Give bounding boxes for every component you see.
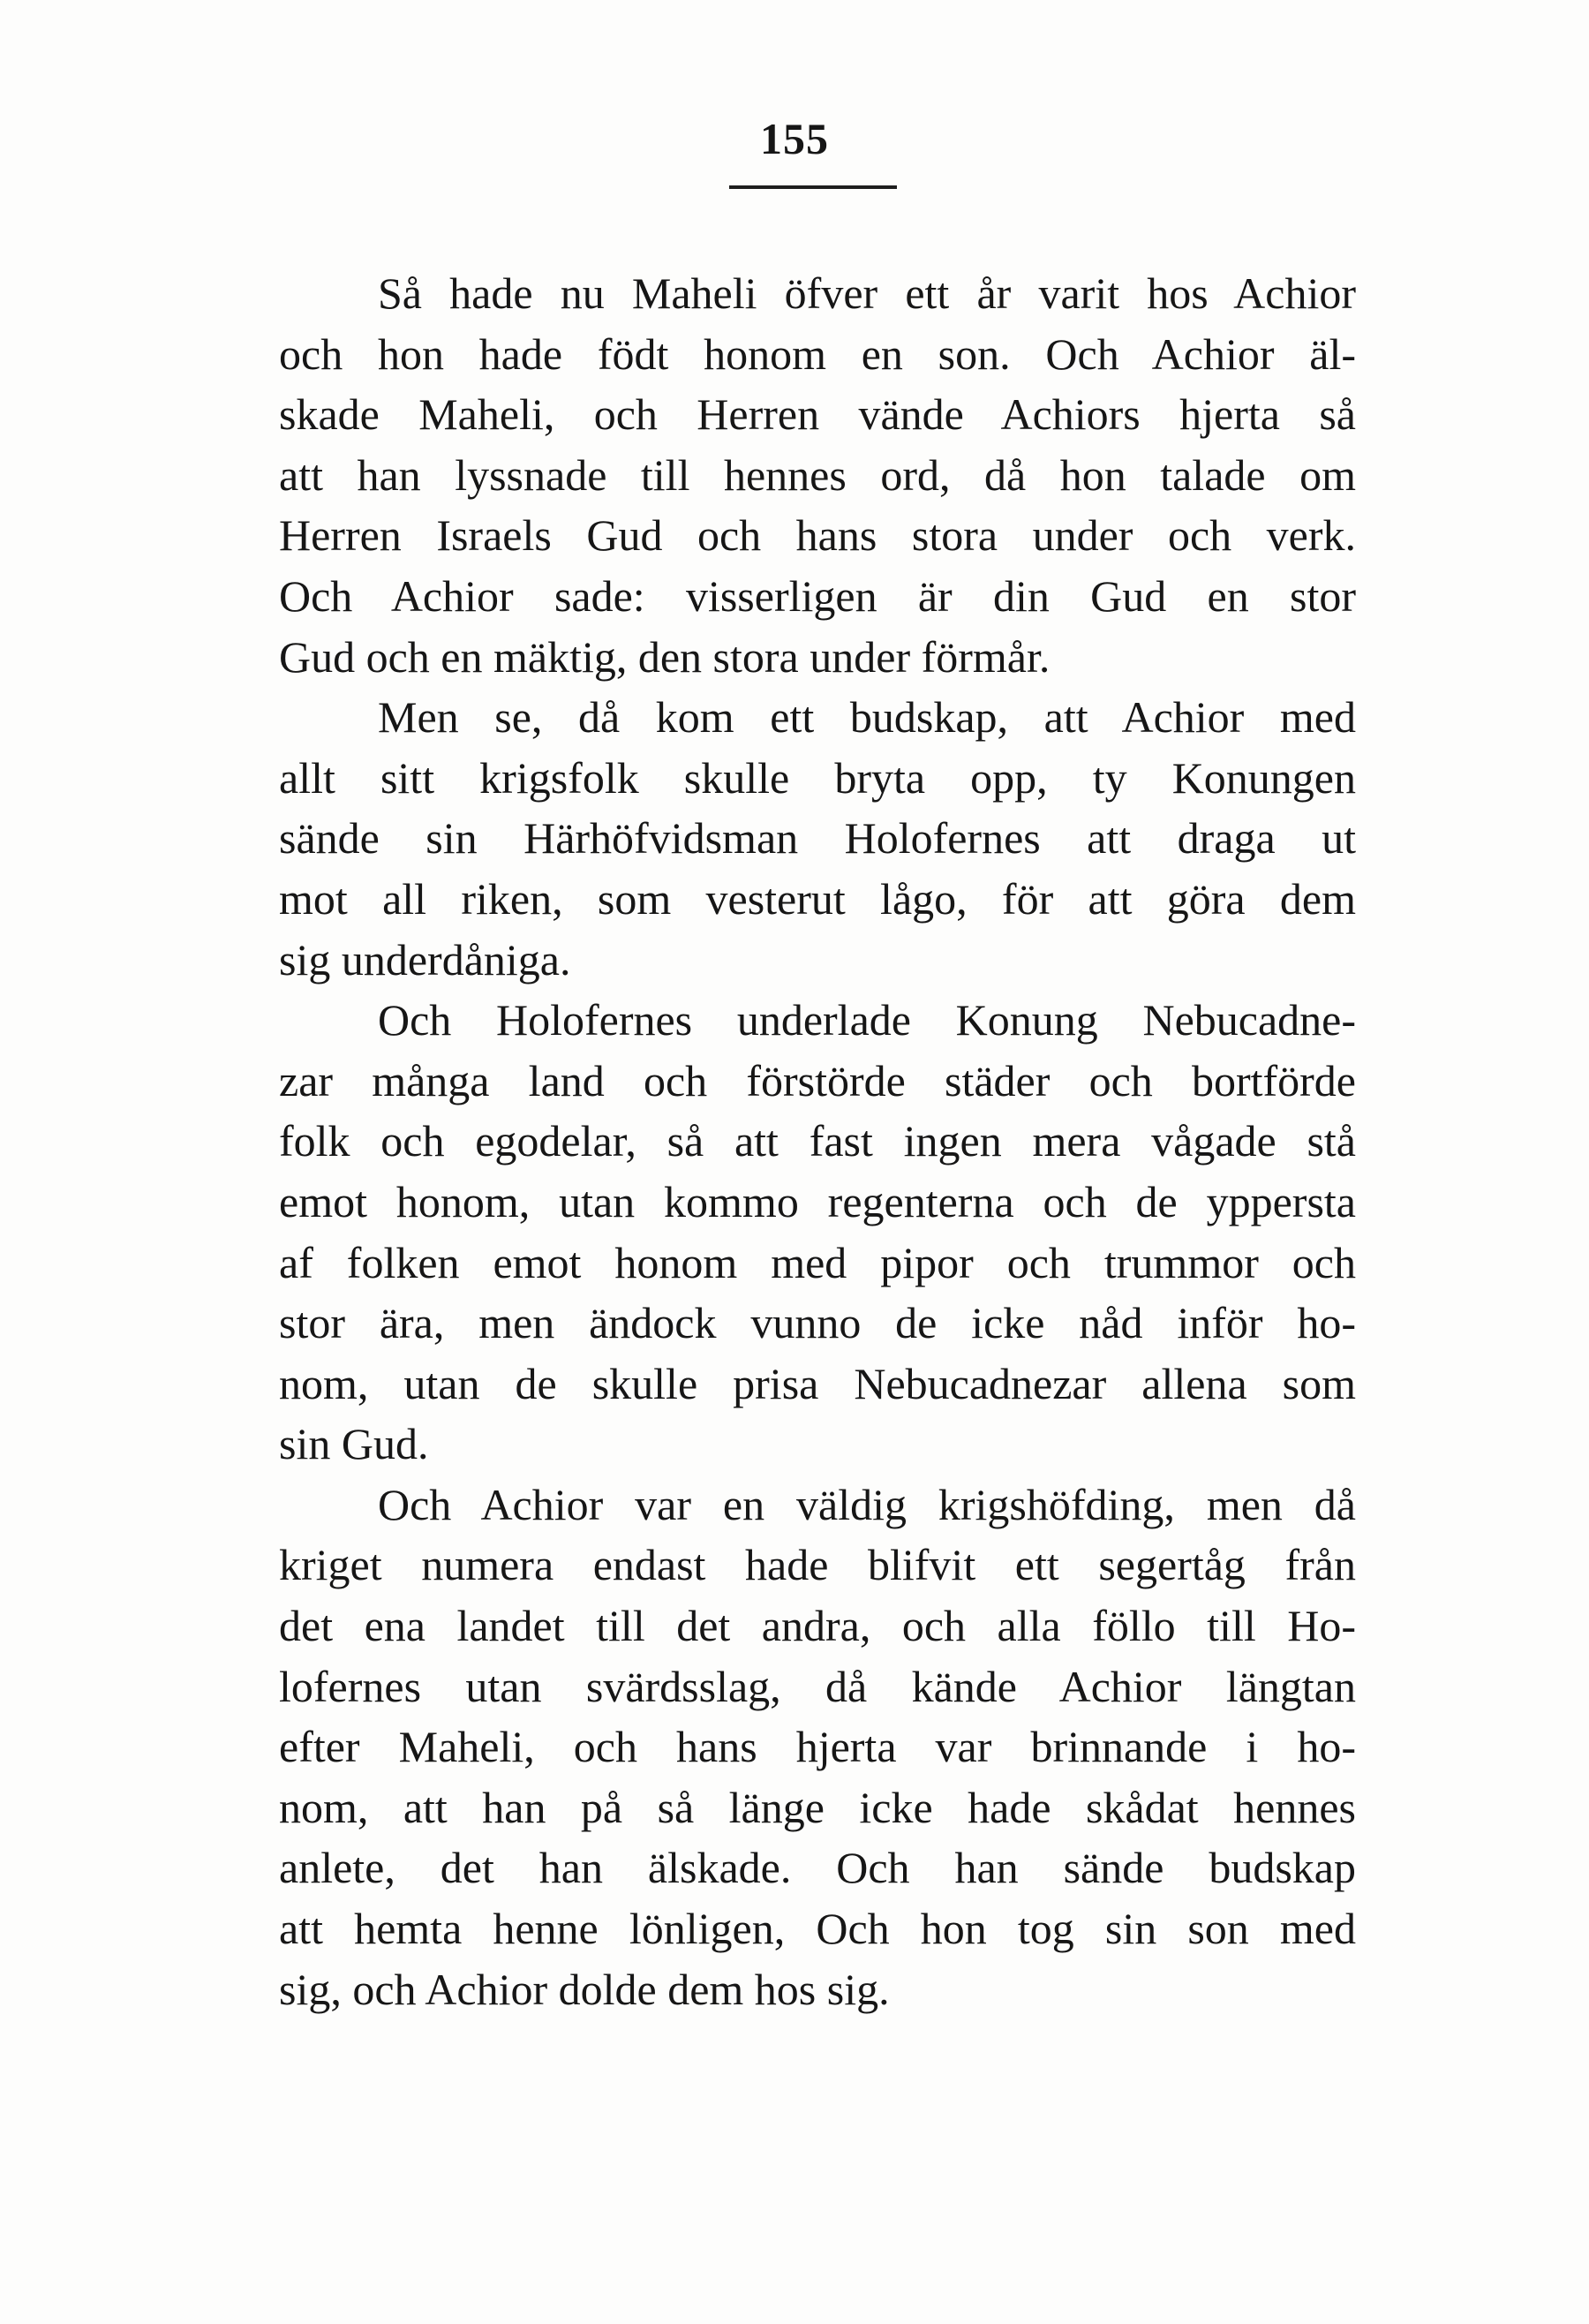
text-line: sände sin Härhöfvidsman Holofernes att draga ut	[279, 813, 1356, 864]
text-line: och hon hade födt honom en son. Och Achior äl-	[279, 328, 1356, 379]
text-line: Herren Israels Gud och hans stora under och verk.	[279, 510, 1356, 561]
text-line: sig underdåniga.	[279, 934, 571, 985]
text-line: Men se, då kom ett budskap, att Achior med	[378, 692, 1356, 743]
text-line: zar många land och förstörde städer och bortförde	[279, 1055, 1356, 1105]
page-number: 155	[760, 114, 829, 163]
text-line: mot all riken, som vesterut lågo, för att göra dem	[279, 873, 1356, 924]
paragraph-3	[279, 990, 1356, 1475]
text-line: Gud och en mäktig, den stora under förmår.	[279, 631, 1051, 682]
text-line: skade Maheli, och Herren vände Achiors hjerta så	[279, 389, 1356, 440]
text-line: Så hade nu Maheli öfver ett år varit hos Achior	[378, 268, 1356, 318]
text-line: sin Gud.	[279, 1419, 429, 1469]
text-line: att han lyssnade till hennes ord, då hon talade om	[279, 449, 1356, 500]
text-line: nom, att han på så länge icke hade skådat hennes	[279, 1782, 1356, 1832]
text-line: efter Maheli, och hans hjerta var brinnande i ho-	[279, 1722, 1356, 1772]
text-line: det ena landet till det andra, och alla föllo till Ho-	[279, 1601, 1356, 1651]
text-line: Och Achior sade: visserligen är din Gud en stor	[279, 570, 1356, 621]
text-line: anlete, det han älskade. Och han sände budskap	[279, 1843, 1356, 1893]
text-line: kriget numera endast hade blifvit ett segertåg från	[279, 1540, 1356, 1590]
text-line: folk och egodelar, så att fast ingen mera vågade stå	[279, 1116, 1356, 1166]
text-line: af folken emot honom med pipor och trummor och	[279, 1237, 1356, 1287]
body-text	[279, 263, 1356, 2019]
text-line: lofernes utan svärdsslag, då kände Achior längtan	[279, 1661, 1356, 1711]
text-line: allt sitt krigsfolk skulle bryta opp, ty Konungen	[279, 752, 1356, 803]
text-line: sig, och Achior dolde dem hos sig.	[279, 1964, 890, 2014]
text-line: Och Holofernes underlade Konung Nebucadne-	[378, 995, 1356, 1045]
text-line: emot honom, utan kommo regenterna och de yppersta	[279, 1176, 1356, 1226]
paragraph-4	[279, 1475, 1356, 2019]
text-line: Och Achior var en väldig krigshöfding, men då	[378, 1479, 1356, 1529]
text-line: att hemta henne lönligen, Och hon tog sin son med	[279, 1904, 1356, 1954]
paragraph-1	[279, 263, 1356, 687]
text-line: stor ära, men ändock vunno de icke nåd inför ho-	[279, 1298, 1356, 1348]
text-line: nom, utan de skulle prisa Nebucadnezar allena som	[279, 1358, 1356, 1408]
header-rule	[729, 185, 897, 189]
paragraph-2	[279, 687, 1356, 990]
